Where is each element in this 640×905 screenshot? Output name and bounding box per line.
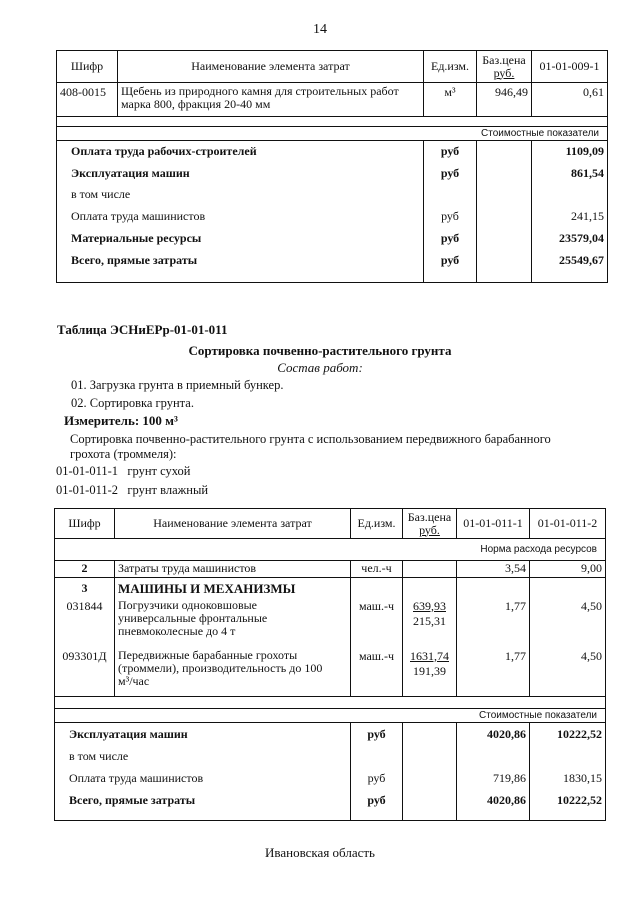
t2-cost-row	[55, 723, 606, 746]
machine-price-b: 191,39	[413, 663, 446, 678]
machine-v2: 4,50	[530, 599, 606, 649]
t1-cost-name: Всего, прямые затраты	[57, 249, 424, 283]
machine-price	[403, 599, 457, 649]
cost-table-2	[54, 508, 606, 821]
resource-name	[118, 83, 424, 117]
labor-code: 2	[55, 561, 115, 578]
header-price-line1: Баз.цена	[407, 509, 452, 524]
t2-cost-v1: 4020,86	[457, 723, 530, 746]
t1-cost-value: 23579,04	[532, 228, 608, 249]
variant-code: 01-01-011-1	[56, 464, 119, 478]
norm-label: Норма расхода ресурсов	[55, 539, 606, 561]
resource-name-line2: марка 800, фракция 20-40 мм	[121, 97, 271, 111]
resource-code: 408-0015	[57, 83, 118, 117]
header-price-line1: Баз.цена	[482, 52, 526, 67]
table2-section-label: Стоимостные показатели	[55, 709, 606, 723]
t1-cost-value: 861,54	[532, 163, 608, 184]
table1-header-row	[57, 51, 608, 83]
page-number: 14	[313, 22, 327, 37]
t1-cost-unit: руб	[424, 205, 477, 228]
t1-cost-value: 241,15	[532, 205, 608, 228]
header-price	[477, 51, 532, 83]
table2-section-row	[55, 709, 606, 723]
t1-cost-value: 25549,67	[532, 249, 608, 283]
t2-cost-name: Эксплуатация машин	[55, 723, 351, 746]
resource-row	[57, 83, 608, 117]
variant-name: грунт влажный	[127, 483, 209, 497]
labor-row	[55, 561, 606, 578]
t2-cost-name: в том числе	[55, 746, 351, 767]
machine-v1: 1,77	[457, 649, 530, 697]
machine-name	[115, 599, 351, 649]
t2-cost-v2: 1830,15	[530, 767, 606, 790]
t1-cost-unit: руб	[424, 141, 477, 163]
t1-cost-row	[57, 205, 608, 228]
t1-cost-unit: руб	[424, 228, 477, 249]
table2-header-row	[55, 509, 606, 539]
t1-cost-unit: руб	[424, 163, 477, 184]
t1-cost-name: Эксплуатация машин	[57, 163, 424, 184]
machine-price-b: 215,31	[413, 613, 446, 628]
section-heading: Сортировка почвенно-растительного грунта	[188, 343, 452, 358]
t2-cost-row	[55, 746, 606, 767]
t1-cost-row	[57, 249, 608, 283]
header-code: Шифр	[55, 509, 115, 539]
machine-unit: маш.-ч	[351, 649, 403, 697]
resource-unit: м³	[424, 83, 477, 117]
machine-code: 031844	[55, 599, 115, 649]
table-title: Таблица ЭСНиЕРр-01-01-011	[57, 322, 228, 337]
header-price-line2: руб.	[493, 65, 515, 80]
machine-name	[115, 649, 351, 697]
labor-name: Затраты труда машинистов	[115, 561, 351, 578]
work-item: 02. Сортировка грунта.	[71, 396, 194, 410]
norm-row	[55, 539, 606, 561]
labor-unit: чел.-ч	[351, 561, 403, 578]
table1-section-row	[57, 127, 608, 141]
measure-unit: Измеритель: 100 м³	[64, 413, 178, 428]
t1-cost-row	[57, 163, 608, 184]
header-unit: Ед.изм.	[424, 51, 477, 83]
description-line2: грохота (троммеля):	[70, 447, 177, 461]
header-name: Наименование элемента затрат	[118, 51, 424, 83]
header-name: Наименование элемента затрат	[115, 509, 351, 539]
resource-value: 0,61	[532, 83, 608, 117]
machine-name-line: м³/час	[118, 673, 150, 688]
table1-section-label: Стоимостные показатели	[57, 127, 608, 141]
t2-cost-v1: 4020,86	[457, 790, 530, 821]
header-code: Шифр	[57, 51, 118, 83]
machine-row	[55, 649, 606, 697]
header-col2: 01-01-011-2	[530, 509, 606, 539]
machine-row	[55, 599, 606, 649]
t1-cost-unit: руб	[424, 249, 477, 283]
machine-v2: 4,50	[530, 649, 606, 697]
t2-cost-row	[55, 790, 606, 821]
work-title: Состав работ:	[277, 360, 363, 375]
t2-cost-unit: руб	[351, 723, 403, 746]
machine-name-line: (троммели), производительность до 100	[118, 660, 323, 675]
resource-price: 946,49	[477, 83, 532, 117]
header-col: 01-01-009-1	[532, 51, 608, 83]
labor-v1: 3,54	[457, 561, 530, 578]
cost-table-1	[56, 50, 608, 283]
work-item: 01. Загрузка грунта в приемный бункер.	[71, 378, 284, 392]
t1-cost-name: Оплата труда машинистов	[57, 205, 424, 228]
header-col1: 01-01-011-1	[457, 509, 530, 539]
header-price	[403, 509, 457, 539]
machine-unit: маш.-ч	[351, 599, 403, 649]
t2-cost-unit: руб	[351, 790, 403, 821]
t1-cost-name: Оплата труда рабочих-строителей	[57, 141, 424, 163]
t1-cost-row	[57, 184, 608, 205]
machine-name-line: Погрузчики одноковшовые	[118, 597, 258, 612]
t2-cost-v1: 719,86	[457, 767, 530, 790]
footer-region: Ивановская область	[265, 845, 375, 860]
machine-price-a: 1631,74	[410, 648, 449, 663]
variant-item	[56, 464, 191, 479]
machine-v1: 1,77	[457, 599, 530, 649]
t2-cost-unit: руб	[351, 767, 403, 790]
labor-v2: 9,00	[530, 561, 606, 578]
variant-code: 01-01-011-2	[56, 483, 119, 497]
t1-cost-name: Материальные ресурсы	[57, 228, 424, 249]
header-unit: Ед.изм.	[351, 509, 403, 539]
machines-code: 3	[55, 578, 115, 599]
header-price-line2: руб.	[419, 522, 440, 537]
machines-section-row	[55, 578, 606, 599]
description-line1: Сортировка почвенно-растительного грунта с использованием передвижного барабанного	[70, 432, 551, 446]
machine-name-line: Передвижные барабанные грохоты	[118, 647, 298, 662]
machine-code: 093301Д	[55, 649, 115, 697]
machine-name-line: пневмоколесные до 4 т	[118, 623, 236, 638]
machines-title: МАШИНЫ И МЕХАНИЗМЫ	[115, 578, 351, 599]
machine-name-line: универсальные фронтальные	[118, 610, 268, 625]
t2-cost-name: Всего, прямые затраты	[55, 790, 351, 821]
variant-item	[56, 483, 208, 498]
t1-cost-value: 1109,09	[532, 141, 608, 163]
t1-cost-row	[57, 228, 608, 249]
resource-name-line1: Щебень из природного камня для строительных работ	[121, 84, 399, 98]
t1-cost-row	[57, 141, 608, 163]
t2-cost-row	[55, 767, 606, 790]
variant-name: грунт сухой	[127, 464, 191, 478]
t2-cost-v2: 10222,52	[530, 790, 606, 821]
machine-price-a: 639,93	[413, 598, 446, 613]
machine-price	[403, 649, 457, 697]
t2-cost-v2: 10222,52	[530, 723, 606, 746]
t2-cost-name: Оплата труда машинистов	[55, 767, 351, 790]
t1-cost-name: в том числе	[57, 184, 424, 205]
